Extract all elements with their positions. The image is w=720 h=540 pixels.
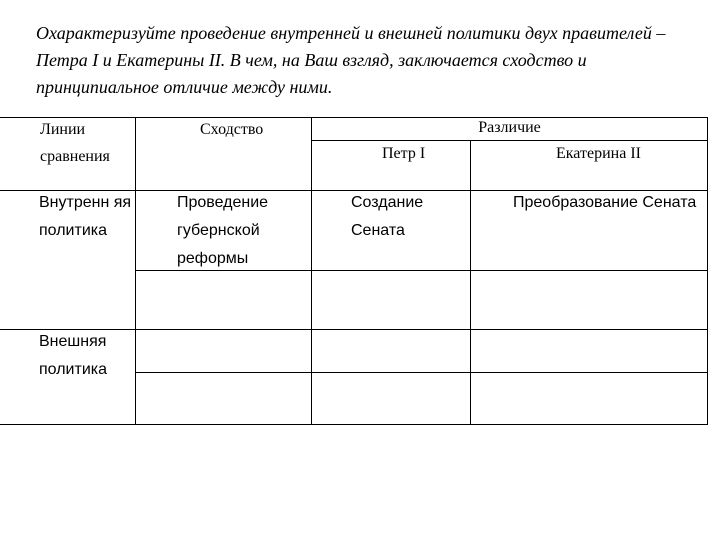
header-similarity: Сходство bbox=[200, 121, 264, 138]
row-internal-peter: Создание Сената bbox=[351, 194, 424, 239]
header-lines bbox=[40, 116, 135, 170]
table-vline-3 bbox=[470, 140, 471, 425]
row-internal-label: Внутренн яя политика bbox=[39, 194, 132, 239]
row-external-label: Внешняя политика bbox=[39, 333, 107, 378]
task-text: Охарактеризуйте проведение внутренней и внешней политики двух правителей – Петра I и Екатерины II. В чем, на Ваш взгляд, заключается сходство и принципиальное отличие между ними. bbox=[36, 23, 666, 97]
table-vline-2 bbox=[311, 117, 312, 425]
header-peter: Петр I bbox=[382, 145, 426, 162]
header-catherine: Екатерина II bbox=[556, 145, 641, 162]
row-internal-catherine: Преобразование Сената bbox=[513, 194, 697, 211]
table-vline-1 bbox=[135, 117, 136, 425]
table-rule-external-sub bbox=[135, 372, 708, 373]
table-border-right bbox=[707, 117, 708, 425]
table-border-bottom bbox=[0, 424, 708, 425]
header-lines-text: Линии сравнения bbox=[40, 121, 110, 165]
row-internal-similarity: Проведение губернской реформы bbox=[177, 194, 269, 267]
header-difference: Различие bbox=[478, 119, 541, 136]
